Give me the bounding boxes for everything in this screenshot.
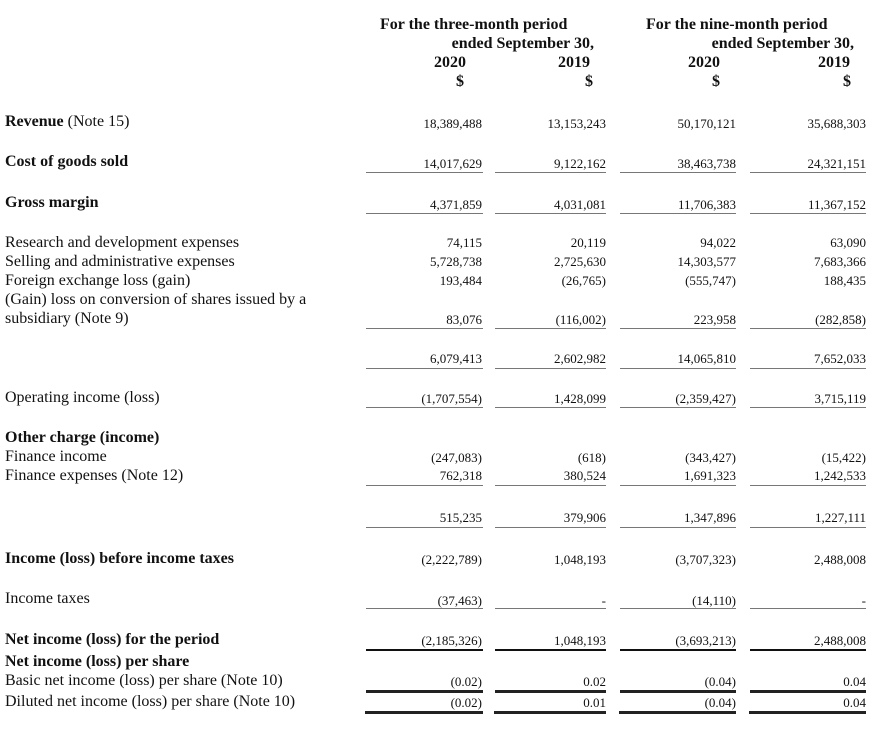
row-label-cost-of-goods-sold: Cost of goods sold	[5, 153, 129, 170]
cell: 38,463,738	[677, 156, 736, 171]
cell: (618)	[577, 450, 606, 465]
row-label-diluted-eps: Diluted net income (loss) per share (Note 10)	[5, 693, 296, 710]
cell: 1,242,533	[814, 468, 866, 483]
cell: (3,707,323)	[675, 552, 736, 567]
underline	[620, 649, 736, 651]
cell: 3,715,119	[814, 391, 866, 406]
cell: (0.04)	[704, 695, 736, 710]
cell: (2,222,789)	[421, 552, 482, 567]
underline	[366, 485, 483, 486]
cell: 4,031,081	[554, 197, 606, 212]
cell: 2,602,982	[554, 351, 606, 366]
underline	[366, 527, 483, 528]
cell: 7,652,033	[814, 351, 866, 366]
underline	[495, 328, 606, 329]
underline	[750, 407, 866, 408]
cell: (3,693,213)	[675, 633, 736, 648]
underline	[495, 649, 606, 651]
row-label-finance-expenses: Finance expenses (Note 12)	[5, 467, 184, 484]
underline	[366, 649, 483, 651]
underline	[495, 485, 606, 486]
underline	[366, 690, 483, 693]
cell: (15,422)	[821, 450, 866, 465]
header-currency: $	[843, 73, 851, 90]
underline	[749, 711, 866, 714]
cell: (26,765)	[561, 273, 606, 288]
cell: 50,170,121	[677, 116, 736, 131]
underline	[366, 172, 483, 173]
cell: 35,688,303	[807, 116, 866, 131]
cell: 94,022	[700, 235, 736, 250]
underline	[495, 527, 606, 528]
cell: (1,707,554)	[421, 391, 482, 406]
header-year: 2020	[434, 54, 466, 71]
cell: 1,048,193	[554, 552, 606, 567]
underline	[620, 172, 736, 173]
cell: (0.04)	[704, 674, 736, 689]
cell: (116,002)	[555, 312, 606, 327]
cell: (343,427)	[685, 450, 736, 465]
cell: 1,691,323	[684, 468, 736, 483]
section-heading-per-share: Net income (loss) per share	[5, 653, 190, 670]
cell: 1,048,193	[554, 633, 606, 648]
row-label-bold: Revenue	[5, 113, 64, 130]
cell: 83,076	[446, 312, 482, 327]
cell: 14,065,810	[677, 351, 736, 366]
cell: 5,728,738	[430, 254, 482, 269]
header-nine-month-line1: For the nine-month period	[646, 16, 828, 33]
cell: 14,017,629	[423, 156, 482, 171]
underline	[495, 608, 606, 609]
cell: 0.04	[843, 674, 866, 689]
cell: (282,858)	[815, 312, 866, 327]
cell: 74,115	[446, 235, 482, 250]
underline	[495, 368, 606, 369]
cell: 379,906	[563, 510, 606, 525]
cell: (247,083)	[431, 450, 482, 465]
cell: (0.02)	[450, 674, 482, 689]
row-label-note: (Note 15)	[63, 113, 130, 130]
row-label-operating-income: Operating income (loss)	[5, 389, 160, 406]
row-label-gross-margin: Gross margin	[5, 194, 99, 211]
row-label-basic-eps: Basic net income (loss) per share (Note 10)	[5, 672, 283, 689]
row-label-income-taxes: Income taxes	[5, 590, 90, 607]
cell: 2,725,630	[554, 254, 606, 269]
underline	[366, 213, 483, 214]
underline	[750, 608, 866, 609]
underline	[494, 711, 606, 714]
row-label-income-before-taxes: Income (loss) before income taxes	[5, 550, 234, 567]
underline	[620, 690, 736, 693]
cell: (14,110)	[692, 593, 736, 608]
underline	[620, 213, 736, 214]
row-label-net-income: Net income (loss) for the period	[5, 631, 220, 648]
cell: (2,359,427)	[675, 391, 736, 406]
cell: -	[861, 593, 866, 608]
underline	[365, 711, 483, 714]
cell: 4,371,859	[430, 197, 482, 212]
row-label-foreign-exchange: Foreign exchange loss (gain)	[5, 272, 191, 289]
cell: 18,389,488	[423, 116, 482, 131]
underline	[750, 690, 866, 693]
cell: 6,079,413	[430, 351, 482, 366]
underline	[495, 690, 606, 693]
header-currency: $	[456, 73, 464, 90]
cell: 20,119	[570, 235, 606, 250]
row-label-revenue	[5, 113, 129, 131]
cell: (37,463)	[437, 593, 482, 608]
row-label-finance-income: Finance income	[5, 448, 107, 465]
underline	[750, 649, 866, 651]
cell: 0.01	[583, 695, 606, 710]
underline	[750, 328, 866, 329]
underline	[619, 711, 736, 714]
underline	[620, 368, 736, 369]
row-label-conversion-shares-cont: subsidiary (Note 9)	[5, 310, 129, 327]
cell: 2,488,008	[814, 552, 866, 567]
cell: 762,318	[439, 468, 482, 483]
cell: 193,484	[439, 273, 482, 288]
cell: 223,958	[693, 312, 736, 327]
underline	[620, 485, 736, 486]
header-currency: $	[585, 73, 593, 90]
cell: 2,488,008	[814, 633, 866, 648]
underline	[620, 407, 736, 408]
header-three-month-line1: For the three-month period	[380, 16, 568, 33]
underline	[366, 608, 483, 609]
cell: 188,435	[823, 273, 866, 288]
header-year: 2019	[818, 54, 850, 71]
cell: 24,321,151	[807, 156, 866, 171]
underline	[750, 527, 866, 528]
header-year: 2019	[558, 54, 590, 71]
cell: (0.02)	[450, 695, 482, 710]
cell: 7,683,366	[814, 254, 866, 269]
underline	[750, 368, 866, 369]
row-label-research-development: Research and development expenses	[5, 234, 240, 251]
underline	[366, 328, 483, 329]
cell: 0.02	[583, 674, 606, 689]
header-nine-month-line2: ended September 30,	[711, 35, 854, 52]
cell: 14,303,577	[677, 254, 736, 269]
underline	[750, 213, 866, 214]
cell: 380,524	[563, 468, 606, 483]
cell: 13,153,243	[547, 116, 606, 131]
row-label-selling-admin: Selling and administrative expenses	[5, 253, 235, 270]
cell: 11,367,152	[807, 197, 866, 212]
cell: 515,235	[439, 510, 482, 525]
cell: 11,706,383	[677, 197, 736, 212]
underline	[750, 485, 866, 486]
underline	[366, 368, 483, 369]
underline	[495, 213, 606, 214]
underline	[620, 328, 736, 329]
cell: 9,122,162	[554, 156, 606, 171]
cell: 1,227,111	[814, 510, 866, 525]
section-heading-other-charge: Other charge (income)	[5, 429, 160, 446]
cell: 63,090	[830, 235, 866, 250]
cell: 0.04	[843, 695, 866, 710]
underline	[620, 527, 736, 528]
header-year: 2020	[688, 54, 720, 71]
header-currency: $	[712, 73, 720, 90]
underline	[750, 172, 866, 173]
header-three-month-line2: ended September 30,	[451, 35, 594, 52]
cell: -	[601, 593, 606, 608]
row-label-conversion-shares: (Gain) loss on conversion of shares issued by a	[5, 291, 307, 308]
cell: 1,428,099	[554, 391, 606, 406]
cell: (2,185,326)	[421, 633, 482, 648]
cell: (555,747)	[685, 273, 736, 288]
underline	[620, 608, 736, 609]
underline	[495, 407, 606, 408]
underline	[366, 407, 483, 408]
underline	[495, 172, 606, 173]
cell: 1,347,896	[684, 510, 736, 525]
